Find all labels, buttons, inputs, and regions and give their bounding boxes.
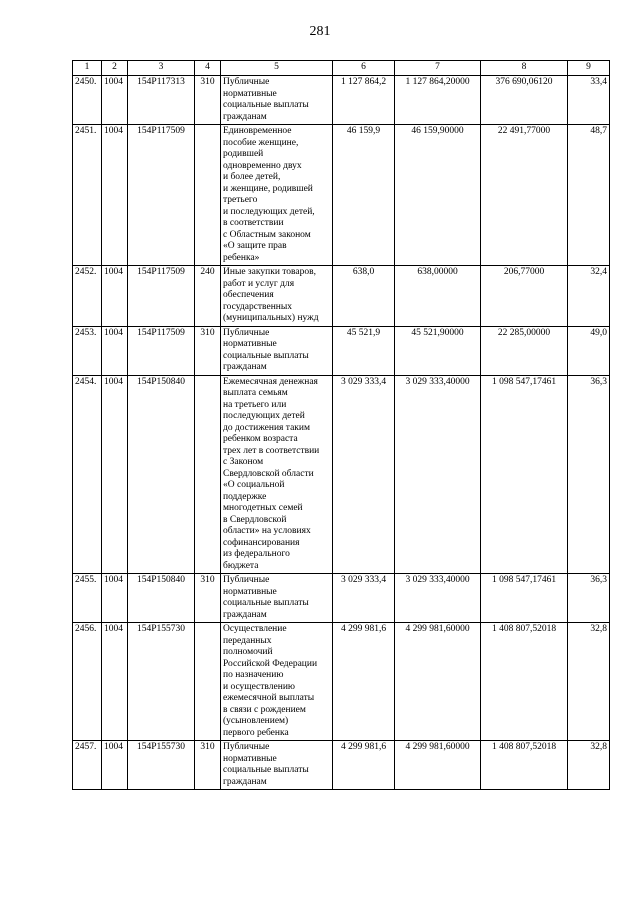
value-col9: 36,3	[568, 375, 610, 574]
value-col9: 32,8	[568, 623, 610, 741]
value-col8: 1 408 807,52018	[481, 741, 568, 790]
expense-type	[195, 623, 221, 741]
row-number: 2453.	[73, 326, 102, 375]
table-row	[73, 125, 610, 266]
value-col8: 1 408 807,52018	[481, 623, 568, 741]
section-code: 1004	[102, 741, 128, 790]
value-col9: 32,8	[568, 741, 610, 790]
column-header: 8	[481, 61, 568, 76]
column-header: 7	[395, 61, 481, 76]
value-col6: 3 029 333,4	[333, 574, 395, 623]
expense-type	[195, 375, 221, 574]
table-row	[73, 266, 610, 327]
value-col8: 22 285,00000	[481, 326, 568, 375]
expense-type: 310	[195, 76, 221, 125]
value-col7: 4 299 981,60000	[395, 623, 481, 741]
section-code: 1004	[102, 574, 128, 623]
header-row	[73, 61, 610, 76]
value-col6: 3 029 333,4	[333, 375, 395, 574]
row-number: 2452.	[73, 266, 102, 327]
column-header: 9	[568, 61, 610, 76]
table-row	[73, 76, 610, 125]
row-number: 2451.	[73, 125, 102, 266]
budget-table	[72, 60, 610, 790]
value-col7: 46 159,90000	[395, 125, 481, 266]
column-header: 3	[128, 61, 195, 76]
target-code: 154P150840	[128, 574, 195, 623]
page-number: 281	[309, 24, 331, 39]
item-name: Ежемесячная денежная выплата семьям на третьего или последующих детей до достижения таким ребенком возраста трех лет в соответствии с Законом Свердловской области «О социальной поддержке многодетных семей в Свердловской области» на условиях софинансирования из федерального бюджета	[221, 375, 333, 574]
section-code: 1004	[102, 125, 128, 266]
value-col8: 1 098 547,17461	[481, 375, 568, 574]
value-col8: 376 690,06120	[481, 76, 568, 125]
row-number: 2454.	[73, 375, 102, 574]
value-col7: 3 029 333,40000	[395, 574, 481, 623]
table-row	[73, 375, 610, 574]
row-number: 2457.	[73, 741, 102, 790]
value-col9: 32,4	[568, 266, 610, 327]
value-col9: 36,3	[568, 574, 610, 623]
section-code: 1004	[102, 326, 128, 375]
target-code: 154P117313	[128, 76, 195, 125]
row-number: 2450.	[73, 76, 102, 125]
item-name: Публичные нормативные социальные выплаты гражданам	[221, 326, 333, 375]
target-code: 154P150840	[128, 375, 195, 574]
table-row	[73, 574, 610, 623]
value-col6: 638,0	[333, 266, 395, 327]
row-number: 2455.	[73, 574, 102, 623]
target-code: 154P155730	[128, 623, 195, 741]
value-col7: 1 127 864,20000	[395, 76, 481, 125]
item-name: Осуществление переданных полномочий Российской Федерации по назначению и осуществлению ежемесячной выплаты в связи с рождением (усыновлением) первого ребенка	[221, 623, 333, 741]
row-number: 2456.	[73, 623, 102, 741]
value-col7: 4 299 981,60000	[395, 741, 481, 790]
column-header: 1	[73, 61, 102, 76]
value-col6: 45 521,9	[333, 326, 395, 375]
table-row	[73, 326, 610, 375]
value-col6: 4 299 981,6	[333, 623, 395, 741]
item-name: Публичные нормативные социальные выплаты гражданам	[221, 741, 333, 790]
expense-type: 310	[195, 741, 221, 790]
column-header: 6	[333, 61, 395, 76]
value-col6: 46 159,9	[333, 125, 395, 266]
target-code: 154P155730	[128, 741, 195, 790]
item-name: Публичные нормативные социальные выплаты гражданам	[221, 574, 333, 623]
expense-type: 240	[195, 266, 221, 327]
target-code: 154P117509	[128, 326, 195, 375]
target-code: 154P117509	[128, 266, 195, 327]
column-header: 5	[221, 61, 333, 76]
item-name: Единовременное пособие женщине, родившей одновременно двух и более детей, и женщине, родившей третьего и последующих детей, в соответствии с Областным законом «О защите прав ребенка»	[221, 125, 333, 266]
section-code: 1004	[102, 375, 128, 574]
value-col9: 33,4	[568, 76, 610, 125]
value-col6: 4 299 981,6	[333, 741, 395, 790]
value-col8: 1 098 547,17461	[481, 574, 568, 623]
value-col8: 22 491,77000	[481, 125, 568, 266]
expense-type: 310	[195, 326, 221, 375]
column-header: 4	[195, 61, 221, 76]
value-col9: 48,7	[568, 125, 610, 266]
expense-type: 310	[195, 574, 221, 623]
item-name: Публичные нормативные социальные выплаты гражданам	[221, 76, 333, 125]
section-code: 1004	[102, 76, 128, 125]
value-col8: 206,77000	[481, 266, 568, 327]
item-name: Иные закупки товаров, работ и услуг для обеспечения государственных (муниципальных) нужд	[221, 266, 333, 327]
section-code: 1004	[102, 623, 128, 741]
value-col6: 1 127 864,2	[333, 76, 395, 125]
value-col7: 638,00000	[395, 266, 481, 327]
expense-type	[195, 125, 221, 266]
value-col7: 45 521,90000	[395, 326, 481, 375]
column-header: 2	[102, 61, 128, 76]
target-code: 154P117509	[128, 125, 195, 266]
value-col7: 3 029 333,40000	[395, 375, 481, 574]
table-row	[73, 741, 610, 790]
section-code: 1004	[102, 266, 128, 327]
value-col9: 49,0	[568, 326, 610, 375]
table-row	[73, 623, 610, 741]
